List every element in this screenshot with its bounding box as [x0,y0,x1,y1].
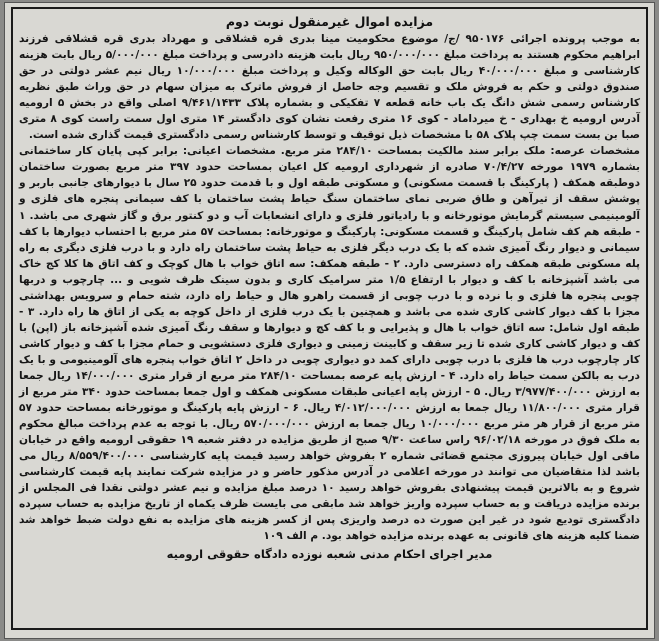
notice-frame [11,7,648,630]
notice-title: مزایده اموال غیرمنقول نوبت دوم [225,14,434,29]
notice-body [19,31,640,545]
notice-signature: مدیر اجرای احکام مدنی شعبه نوزده دادگاه حقوقی ارومیه [166,546,493,561]
notice-paragraph-details: مشخصات عرصه: ملک برابر سند مالکیت بمساحت ۲۸۴/۱۰ متر مربع. مشخصات اعیانی: برابر کپی پایان کار ساختمانی بشماره ۱۹۷۹ مورخه ۷۰/۴/۲۷ صادره از شهرداری ارومیه کل اعیان بمساحت حدود ۳۹۷ متر مربع بصورت ساختمان دوطبقه همکف ( پارکینگ با قسمت مسکونی) و مسکونی طبقه اول و با قدمت حدود ۲۵ سال با دیوارهای جانبی باربر و پوشش سقف از تیرآهن و طاق ضربی نمای ساختمان سنگ حیاط پشت ساختمان با کف سیمانی پنجره های فلزی و آلومینیمی سیستم گرمایش موتورخانه و با رادیاتور فلزی و دارای انشعابات آب و دو کنتور برق و گاز شهری می باشد. ۱ - طبقه هم کف شامل پارکینگ و قسمت مسکونی: پارکینگ و موتورخانه: بمساحت ۵۷ متر مربع با احتساب دیوارها با کف سیمانی و دیوار رنگ آمیزی شده که با یک درب دیگر فلزی به حیاط پشت ساختمان راه دارد و با درب فلزی دیگری به راه پله مسکونی طبقه همکف راه دسترسی دارد. ۲ - طبقه همکف: سه اتاق خواب با هال کوچک و کف اتاق ها کلا کج خاک می باشد آشپزخانه با کف و دیوار با ارتفاع ۱/۵ متر سرامیک کاری و بدون سینک ظرف شویی و ... چارچوب و دربها چوبی پنجره ها فلزی و با نرده و با درب چوبی از قسمت راهرو هال و حیاط راه دارد، شته حمام و سرویس بهداشتی مجزا با کف دیوار کاشی کاری شده می باشد و همچنین با یک درب فلزی از داخل کوچه به یکی از اتاق ها راه دارد. ۳ - طبقه اول شامل: سه اتاق خواب با هال و پذیرایی و با کف کچ و دیوارها و سقف رنگ آمیزی شده آشپزخانه باز (اپن) با کف و دیوار کاشی کاری شده تا زیر سقف و کابینت زمینی و دیواری فلزی دستشویی و حمام مجزا با کف و دیوار کاشی کار چارچوب درب ها فلزی با درب چوبی دارای کمد دو دیواری چوبی در داخل ۲ اتاق خواب پنجره های آلومینیومی و با یک درب به بالکن سمت حیاط راه دارد. ۴ - ارزش پایه عرصه بمساحت ۲۸۴/۱۰ متر مربع از قرار متری ۱۴/۰۰۰/۰۰۰ ریال جمعا به ارزش ۳/۹۷۷/۴۰۰/۰۰۰ ریال. ۵ - ارزش پایه اعیانی طبقات مسکونی همکف و اول جمعا بمساحت حدود ۳۴۰ متر مربع از قرار متری ۱۱/۸۰۰/۰۰۰ ریال جمعا به ارزش ۴/۰۱۲/۰۰۰/۰۰۰ ریال. ۶ - ارزش پایه پارکینگ و موتورخانه بمساحت حدود ۵۷ متر مربع از قرار هر متر مربع ۱۰/۰۰۰/۰۰۰ ریال جمعا به ارزش ۵۷۰/۰۰۰/۰۰۰ ریال. با توجه به عدم پرداخت مبالغ محکوم به ملک فوق در مورخه ۹۶/۰۲/۱۸ راس ساعت ۹/۳۰ صبح از طریق مزایده در دفتر شعبه ۱۹ حقوقی ارومیه واقع در خیابان مافی اول خیابان پیروزی مجتمع قضائی شماره ۲ بفروش خواهد رسید قیمت پایه کارشناسی ۸/۵۵۹/۴۰۰/۰۰۰ ریال می باشد لذا متقاضیان می توانند در مورخه اعلامی در آدرس مذکور حاضر و در مزایده شرکت نمایند پایه قیمت کارشناسی شروع و به بالاترین قیمت پیشنهادی بفروش خواهد رسید ۱۰ درصد مبلغ مزایده و نیم عشر دولتی نقدا فی المجلس از برنده مزایده دریافت و به حساب سپرده واریز خواهد شد مابقی می بایست ظرف یکماه از تاریخ مزایده به حساب سپرده دادگستری تودیع شود در غیر این صورت ده درصد واریزی پس از کسر هزینه های مزایده به نفع دولت ضبط خواهد شد ضمنا کلیه هزینه های قانونی به عهده برنده مزایده خواهد بود. م الف ۱۰۹ [19,145,641,543]
notice-paragraph-intro: به موجب پرونده اجرائی ۹۵۰۱۷۶ /ج/ موضوع محکومیت مینا بدری قره قشلاقی و مهرداد بدری قره قشلاقی فرزند ابراهیم محکوم هستند به پرداخت مبلغ ۹۵۰/۰۰۰/۰۰۰ ریال بابت هزینه دادرسی و پرداخت مبلغ ۵/۰۰۰/۰۰۰ ریال بابت هزینه کارشناسی و مبلغ ۴۰/۰۰۰/۰۰۰ ریال بابت حق الوکاله وکیل و پرداخت مبلغ ۱۰/۰۰۰/۰۰۰ ریال نیم عشر دولتی در حق صندوق دولتی و حکم به فروش ملک و تقسیم وجه حاصل از فروش ماترک به میزان سهام در حق وراث طبق نظریه کارشناس رسمی شش دانگ یک باب خانه قطعه ۷ تفکیکی و بشماره پلاک ۹/۴۶۱/۱۴۳۳ اصلی واقع در بخش ۵ ارومیه آدرس ارومیه خ بهداری - خ میرداماد - کوی ۱۶ متری رفعت نشان کوی دادگستر ۱۴ متری اول سمت راست کوی ۸ متری صبا بن بست سمت چپ پلاک ۵۸ با مشخصات ذیل توقیف و توسط کارشناس رسمی دادگستری قیمت گذاری شده است. [19,33,640,142]
newspaper-clipping [4,2,655,639]
